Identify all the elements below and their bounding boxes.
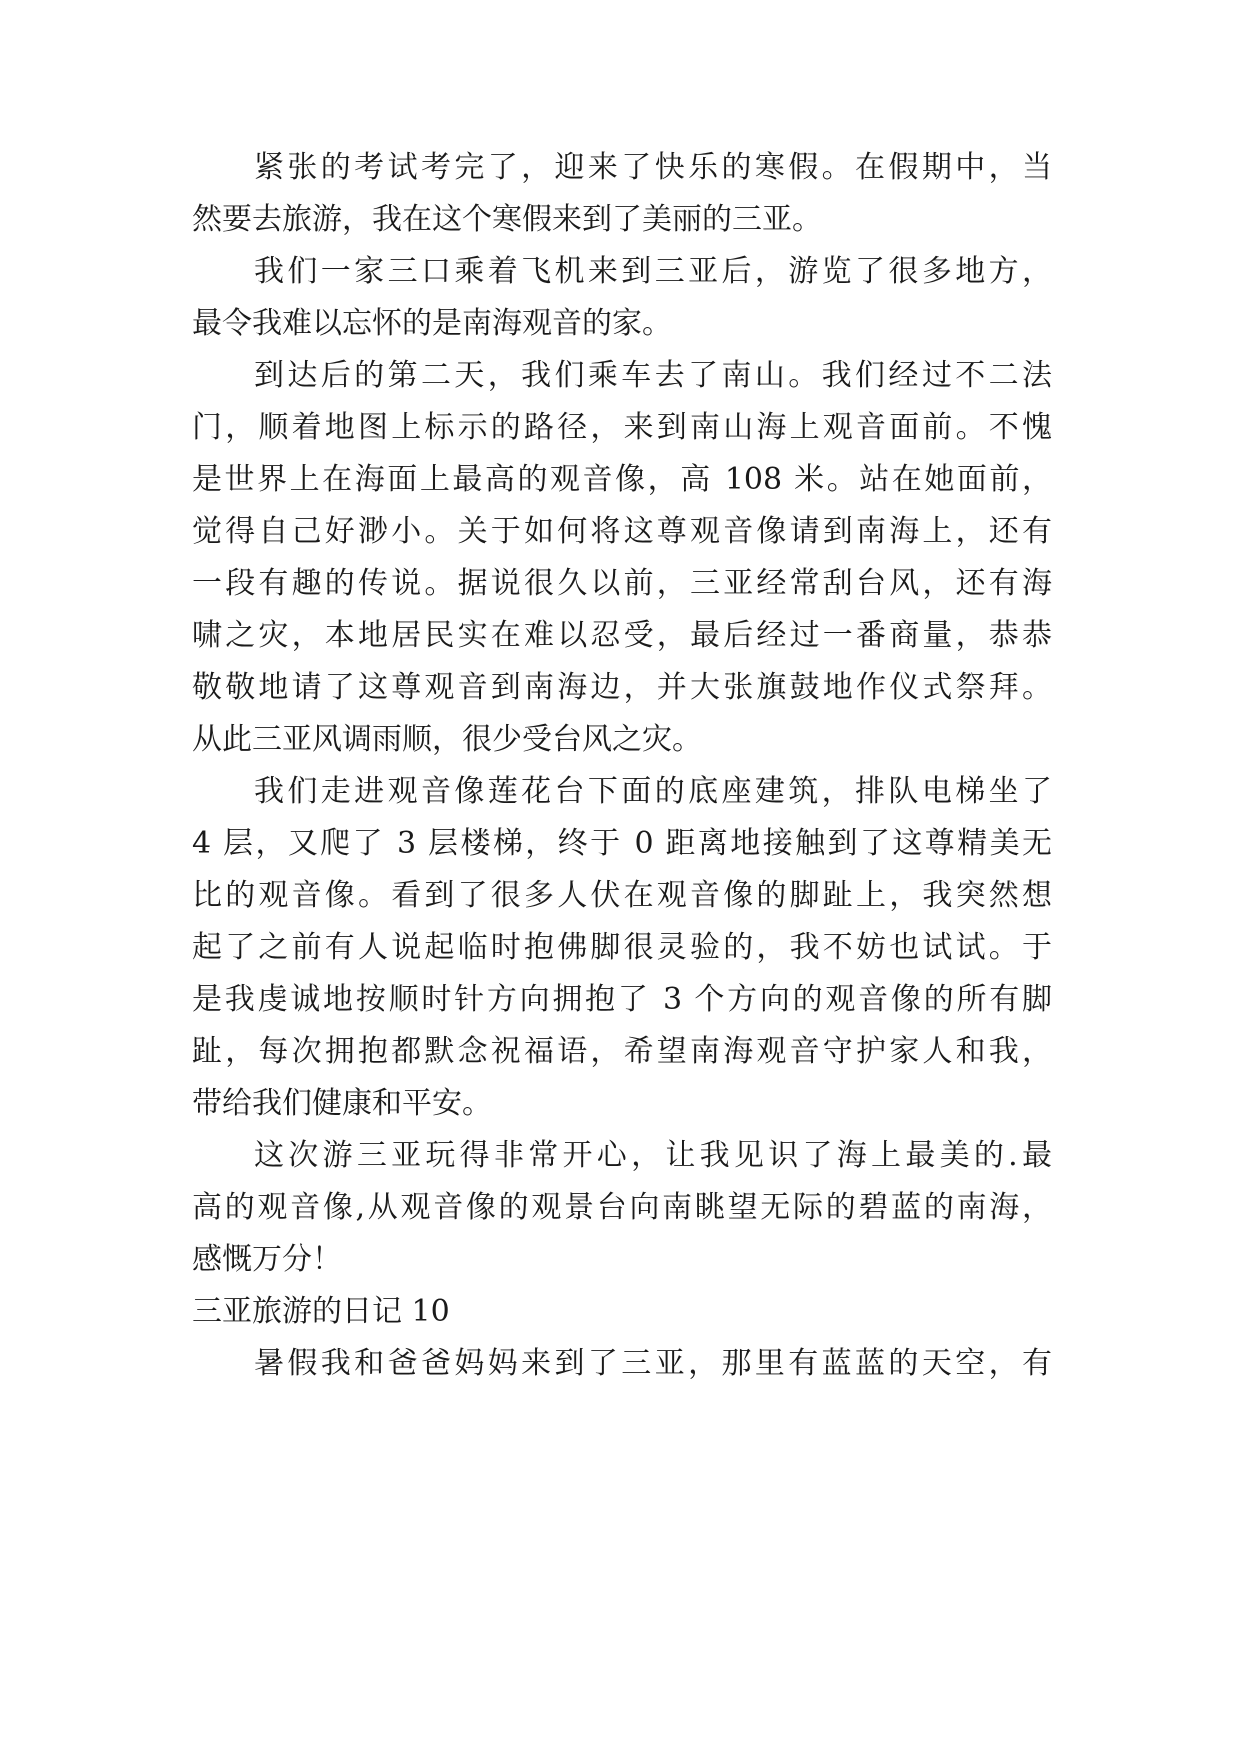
paragraph-3-line-7: 敬敬地请了这尊观音到南海边，并大张旗鼓地作仪式祭拜。 (192, 670, 1052, 705)
paragraph-3-line-4: 觉得自己好渺小。关于如何将这尊观音像请到南海上，还有 (192, 514, 1052, 549)
section-heading: 三亚旅游的日记 10 (192, 1294, 450, 1329)
paragraph-3-line-6: 啸之灾，本地居民实在难以忍受，最后经过一番商量，恭恭 (192, 618, 1052, 653)
paragraph-1-line-1: 紧张的考试考完了，迎来了快乐的寒假。在假期中，当 (254, 150, 1052, 185)
paragraph-4-line-7: 带给我们健康和平安。 (192, 1086, 492, 1121)
paragraph-1-line-2: 然要去旅游，我在这个寒假来到了美丽的三亚。 (192, 202, 822, 237)
paragraph-5-line-2: 高的观音像,从观音像的观景台向南眺望无际的碧蓝的南海， (192, 1190, 1052, 1225)
paragraph-4-line-2: 4 层，又爬了 3 层楼梯，终于 0 距离地接触到了这尊精美无 (192, 826, 1052, 861)
paragraph-4-line-4: 起了之前有人说起临时抱佛脚很灵验的，我不妨也试试。于 (192, 930, 1052, 965)
paragraph-2-line-2: 最令我难以忘怀的是南海观音的家。 (192, 306, 672, 341)
paragraph-2-line-1: 我们一家三口乘着飞机来到三亚后，游览了很多地方， (254, 254, 1052, 289)
paragraph-4-line-5: 是我虔诚地按顺时针方向拥抱了 3 个方向的观音像的所有脚 (192, 982, 1052, 1017)
paragraph-4-line-1: 我们走进观音像莲花台下面的底座建筑，排队电梯坐了 (254, 774, 1052, 809)
paragraph-3-line-5: 一段有趣的传说。据说很久以前，三亚经常刮台风，还有海 (192, 566, 1052, 601)
paragraph-3-line-2: 门，顺着地图上标示的路径，来到南山海上观音面前。不愧 (192, 410, 1052, 445)
paragraph-3-line-8: 从此三亚风调雨顺，很少受台风之灾。 (192, 722, 702, 757)
paragraph-4-line-6: 趾，每次拥抱都默念祝福语，希望南海观音守护家人和我， (192, 1034, 1052, 1069)
paragraph-5-line-3: 感慨万分！ (192, 1242, 342, 1277)
paragraph-4-line-3: 比的观音像。看到了很多人伏在观音像的脚趾上，我突然想 (192, 878, 1052, 913)
paragraph-5-line-1: 这次游三亚玩得非常开心，让我见识了海上最美的.最 (254, 1138, 1052, 1173)
paragraph-3-line-1: 到达后的第二天，我们乘车去了南山。我们经过不二法 (254, 358, 1052, 393)
paragraph-3-line-3: 是世界上在海面上最高的观音像，高 108 米。站在她面前， (192, 462, 1052, 497)
paragraph-6-line-1: 暑假我和爸爸妈妈来到了三亚，那里有蓝蓝的天空，有 (254, 1346, 1052, 1381)
